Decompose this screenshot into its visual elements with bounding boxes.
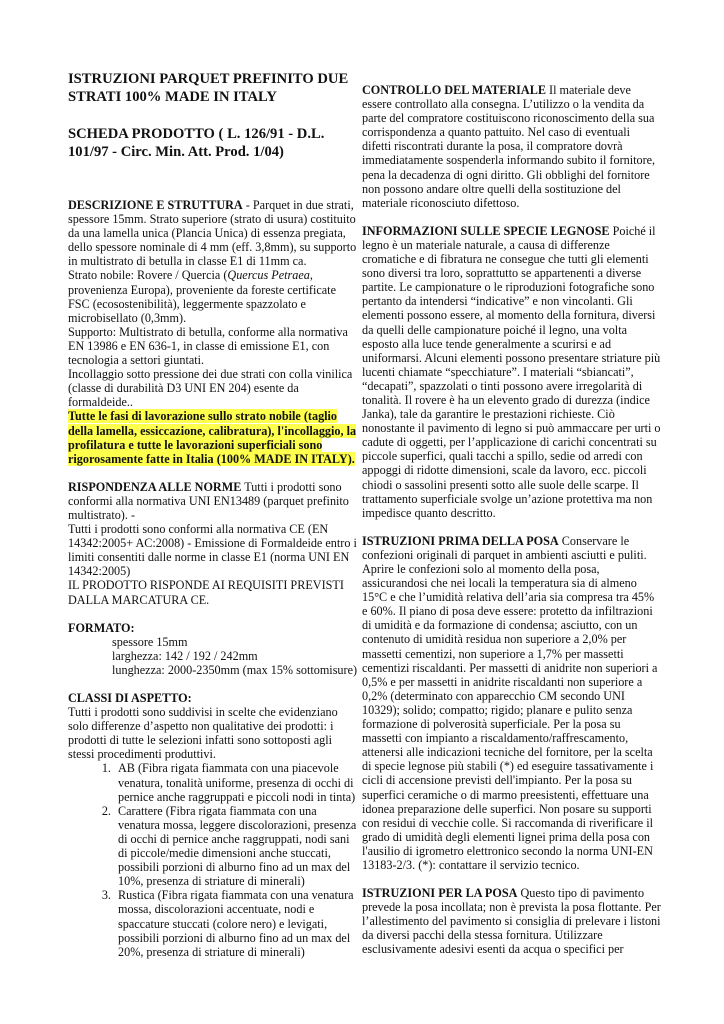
list-item: 2. Carattere (Fibra rigata fiammata con una venatura mossa, leggere discolorazioni, presenza di occhi di pernice anche raggruppati, nodi sani di piccole/medie dimensioni anche stuccati, possibili porzioni di alburno fino ad un max del 10%, presenza di striature di minerali) xyxy=(114,804,360,889)
title-line-2: STRATI 100% MADE IN ITALY xyxy=(68,89,277,105)
laying-text: Questo tipo di pavimento prevede la posa incollata; non è prevista la posa flottante. Per l’allestimento del pavimento si consiglia di prelevare i listoni da diversi pacchi della stessa fornitura. Utilizzare esclusivamente adesivi esenti da acqua o specifici per xyxy=(362,886,661,957)
description-heading: DESCRIZIONE E STRUTTURA xyxy=(68,198,243,212)
wood-species-section xyxy=(362,224,662,520)
format-length: lunghezza: 2000-2350mm (max 15% sottomisure) xyxy=(112,662,358,677)
product-sheet-line-1: SCHEDA PRODOTTO ( L. 126/91 - D.L. xyxy=(68,126,325,142)
right-column xyxy=(362,0,662,957)
description-section xyxy=(68,198,360,268)
material-check-heading: CONTROLLO DEL MATERIALE xyxy=(362,83,546,97)
document-title xyxy=(68,70,360,106)
made-in-italy-highlight: Tutte le fasi di lavorazione sullo strato nobile (taglio della lamella, essiccazione, calibratura), l'incollaggio, la profilatura e tutte le lavorazioni superficiali sono rigorosamente fatte in Italia (100% MADE IN ITALY). xyxy=(68,409,357,466)
standards-ce-text: Tutti i prodotti sono conformi alla normativa CE (EN 14342:2005+ AC:2008) - Emissione di Formaldeide entro i limiti consentiti dalle norme in classe E1 (norma UNI EN 14342:2005) xyxy=(68,522,357,579)
before-laying-heading: ISTRUZIONI PRIMA DELLA POSA xyxy=(362,533,559,548)
product-sheet-title xyxy=(68,125,360,161)
wood-species-heading: INFORMAZIONI SULLE SPECIE LEGNOSE xyxy=(362,223,610,238)
material-check-section xyxy=(362,83,662,210)
title-line-1: ISTRUZIONI PARQUET PREFINITO DUE xyxy=(68,71,349,87)
format-heading: FORMATO: xyxy=(68,620,135,635)
product-sheet-line-2: 101/97 - Circ. Min. Att. Prod. 1/04) xyxy=(68,144,284,160)
standards-text: Tutti i prodotti sono conformi alla normativa UNI EN13489 (parquet prefinito multistrato). - xyxy=(68,479,349,522)
list-item: 1. AB (Fibra rigata fiammata con una piacevole venatura, tonalità uniforme, presenza di occhi di pernice anche raggruppati e piccoli nodi in tinta) xyxy=(114,761,360,803)
format-width: larghezza: 142 / 192 / 242mm xyxy=(112,648,258,663)
list-item: 3. Rustica (Fibra rigata fiammata con una venatura mossa, discolorazioni accentuate, nodi e spaccature stuccati (colore nero) e levigati, possibili porzioni di alburno fino ad un max del 20%, presenza di striature di minerali) xyxy=(114,888,360,958)
left-column xyxy=(68,0,360,959)
laying-section xyxy=(362,886,662,956)
noble-layer-text: Strato nobile: Rovere / Quercia (Quercus Petraea, provenienza Europa), proveniente da foreste certificate FSC (ecosostenibilità), leggermente spazzolato e microbisellato (0,3mm). xyxy=(68,268,336,325)
standards-section xyxy=(68,480,360,522)
species-latin-name: Quercus Petraea xyxy=(227,268,310,283)
description-text: - Parquet in due strati, spessore 15mm. Strato superiore (strato di usura) costituito da una lamella unica (Plancia Unica) di essenza pregiata, dello spessore nominale di 4 mm (eff. 3,8mm), su supporto in multistrato di betulla in classe E1 di 11mm ca. xyxy=(68,198,357,269)
material-check-text: Il materiale deve essere controllato alla consegna. L’utilizzo o la vendita da parte del compratore costituiscono riconoscimento della sua corrispondenza a quanto pattuito. Nel caso di eventuali difetti riscontrati durante la posa, il compratore dovrà immediatamente sospenderla informando subito il fornitore, pena la decadenza di ogni diritto. Gli obblighi del fornitore non possono andare oltre quelli della sostituzione del materiale riconosciuto difettoso. xyxy=(362,83,656,210)
appearance-classes-heading: CLASSI DI ASPETTO: xyxy=(68,691,192,705)
ce-marking-statement: IL PRODOTTO RISPONDE AI REQUISITI PREVISTI DALLA MARCATURA CE. xyxy=(68,578,344,607)
support-text: Supporto: Multistrato di betulla, conforme alla normativa EN 13986 e EN 636-1, in classe di emissione E1, con tecnologia a settori giuntati. xyxy=(68,324,348,368)
before-laying-section xyxy=(362,534,662,872)
format-thickness: spessore 15mm xyxy=(112,634,188,649)
appearance-classes-text: Tutti i prodotti sono suddivisi in scelte che evidenziano solo differenze d’aspetto non qualitative dei prodotti: i prodotti di tutte le selezioni infatti sono sottoposti agli stessi procedimenti produttivi. xyxy=(68,705,338,762)
wood-species-text: Poiché il legno è un materiale naturale, a causa di differenze cromatiche e di fibratura ne consegue che tutti gli elementi sono diversi tra loro, soprattutto se appartenenti a diverse partite. Le campionature o le riproduzioni fotografiche sono pertanto da intendersi “indicative” e non vincolanti. Gli elementi possono essere, al momento della fornitura, diversi da quelli delle campionature poiché il legno, una volta esposto alla luce tende generalmente a scurirsi e ad uniformarsi. Alcuni elementi possono presentare striature più lucenti chiamate “specchiature”. I materiali “sbiancati”, “decapati”, spazzolati o tinti possono avere irregolarità di tonalità. Il rovere è ha un elevento grado di durezza (indice Janka), tale da garantire le prestazioni richieste. Ciò nonostante il pavimento di legno si può ammaccare per urti o cadute di oggetti, per l’applicazione di carichi concentrati su piccole superfici, quali tacchi a spillo, sedie od arredi con appoggi di ridotte dimensioni, scale da lavoro, ecc. piccoli chiodi o sassolini presenti sotto alle suole delle scarpe. Il trattamento superficiale svolge un’azione protettiva ma non impedisce quanto descritto. xyxy=(362,223,661,520)
before-laying-text: Conservare le confezioni originali di parquet in ambienti asciutti e puliti. Aprire le confezioni solo al momento della posa, assicurandosi che nei locali la temperatura sia di almeno 15°C e che l’umidità relativa dell’aria sia compresa tra 45% e 60%. Il piano di posa deve essere: protetto da infiltrazioni di umidità e da formazione di condensa; asciutto, con un contenuto di umidità residua non superiore a 2,0% per massetti cementizi, non superiore a 1,7% per massetti cementizi riscaldanti. Per massetti di anidrite non superiori a 0,5% e per massetti in anidrite riscaldanti non superiore a 0,2% (determinato con apparecchio CM secondo UNI 10329); solido; compatto; rigido; planare e pulito senza formazione di polverosità superficiale. Per la posa su massetti con impianto a riscaldamento/raffrescamento, attenersi alle indicazioni tecniche del fornitore, per la scelta di specie legnose più stabili (*) ed eseguire tassativamente i cicli di accensione previsti dell'impianto. Per la posa su superfici ceramiche o di marmo preesistenti, effettuare una idonea preparazione delle superfici. Non posare su supporti con residui di vecchie colle. Si raccomanda di riverificare il grado di umidità degli elementi lignei prima della posa con l'ausilio di igrometro elettronico secondo la norma UNI-EN 13183-2/3. (*): contattare il servizio tecnico. xyxy=(362,533,658,872)
laying-heading: ISTRUZIONI PER LA POSA xyxy=(362,886,518,901)
standards-heading: RISPONDENZA ALLE NORME xyxy=(68,479,242,494)
gluing-text: Incollaggio sotto pressione dei due strati con colla vinilica (classe di durabilità D3 UNI EN 204) esente da formaldeide.. xyxy=(68,367,353,410)
appearance-classes-list xyxy=(68,761,360,958)
